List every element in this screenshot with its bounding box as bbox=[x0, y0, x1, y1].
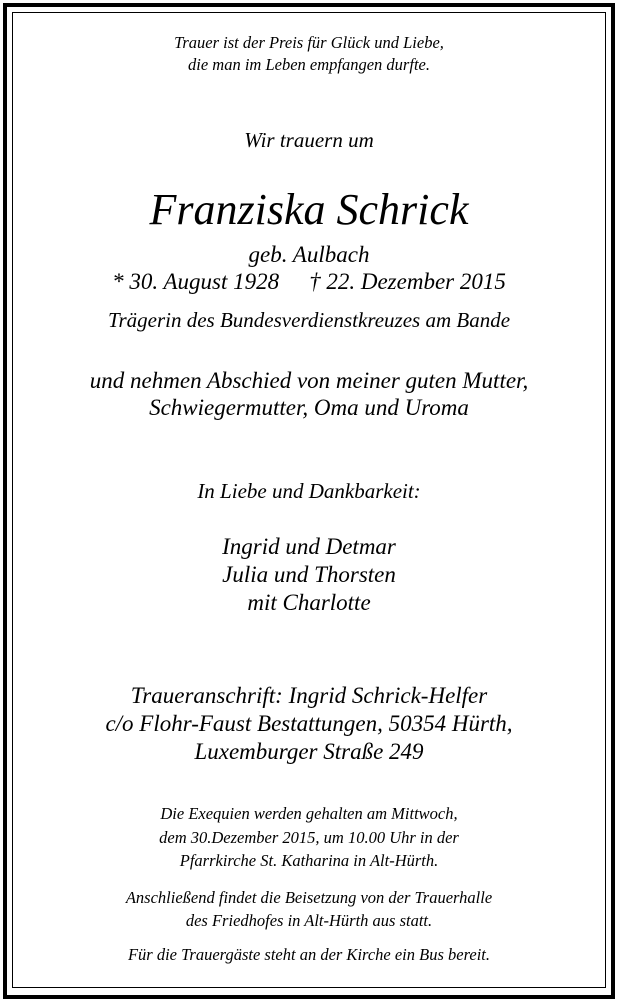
motto-line-1: Trauer ist der Preis für Glück und Liebe, bbox=[174, 33, 444, 52]
deceased-name: Franziska Schrick bbox=[149, 185, 469, 234]
address-line-2: c/o Flohr-Faust Bestattungen, 50354 Hürth, bbox=[105, 711, 513, 736]
service-line-3: Pfarrkirche St. Katharina in Alt-Hürth. bbox=[179, 851, 439, 870]
farewell-line-2: Schwiegermutter, Oma und Uroma bbox=[149, 395, 469, 420]
gratitude-text: In Liebe und Dankbarkeit: bbox=[197, 479, 421, 503]
mourner-2: Julia und Thorsten bbox=[222, 562, 396, 587]
life-dates bbox=[0, 270, 618, 293]
address-line-3: Luxemburger Straße 249 bbox=[194, 739, 424, 764]
birth-date: * 30. August 1928 bbox=[112, 269, 280, 294]
intro-text: Wir trauern um bbox=[244, 128, 374, 152]
mourner-3: mit Charlotte bbox=[247, 590, 371, 615]
burial-line-1: Anschließend findet die Beisetzung von der Trauerhalle bbox=[125, 888, 493, 907]
farewell-line-1: und nehmen Abschied von meiner guten Mutter, bbox=[89, 368, 529, 393]
motto-line-2: die man im Leben empfangen durfte. bbox=[188, 55, 430, 74]
address-line-1: Traueranschrift: Ingrid Schrick-Helfer bbox=[130, 683, 488, 708]
service-line-1: Die Exequien werden gehalten am Mittwoch, bbox=[160, 804, 458, 823]
honor-text: Trägerin des Bundesverdienstkreuzes am Bande bbox=[107, 308, 511, 332]
death-date: † 22. Dezember 2015 bbox=[309, 269, 506, 294]
burial-line-2: des Friedhofes in Alt-Hürth aus statt. bbox=[185, 911, 433, 930]
birth-name: geb. Aulbach bbox=[248, 242, 370, 267]
service-line-2: dem 30.Dezember 2015, um 10.00 Uhr in der bbox=[159, 828, 459, 847]
mourner-1: Ingrid und Detmar bbox=[222, 534, 396, 559]
bus-note: Für die Trauergäste steht an der Kirche ein Bus bereit. bbox=[127, 945, 491, 964]
